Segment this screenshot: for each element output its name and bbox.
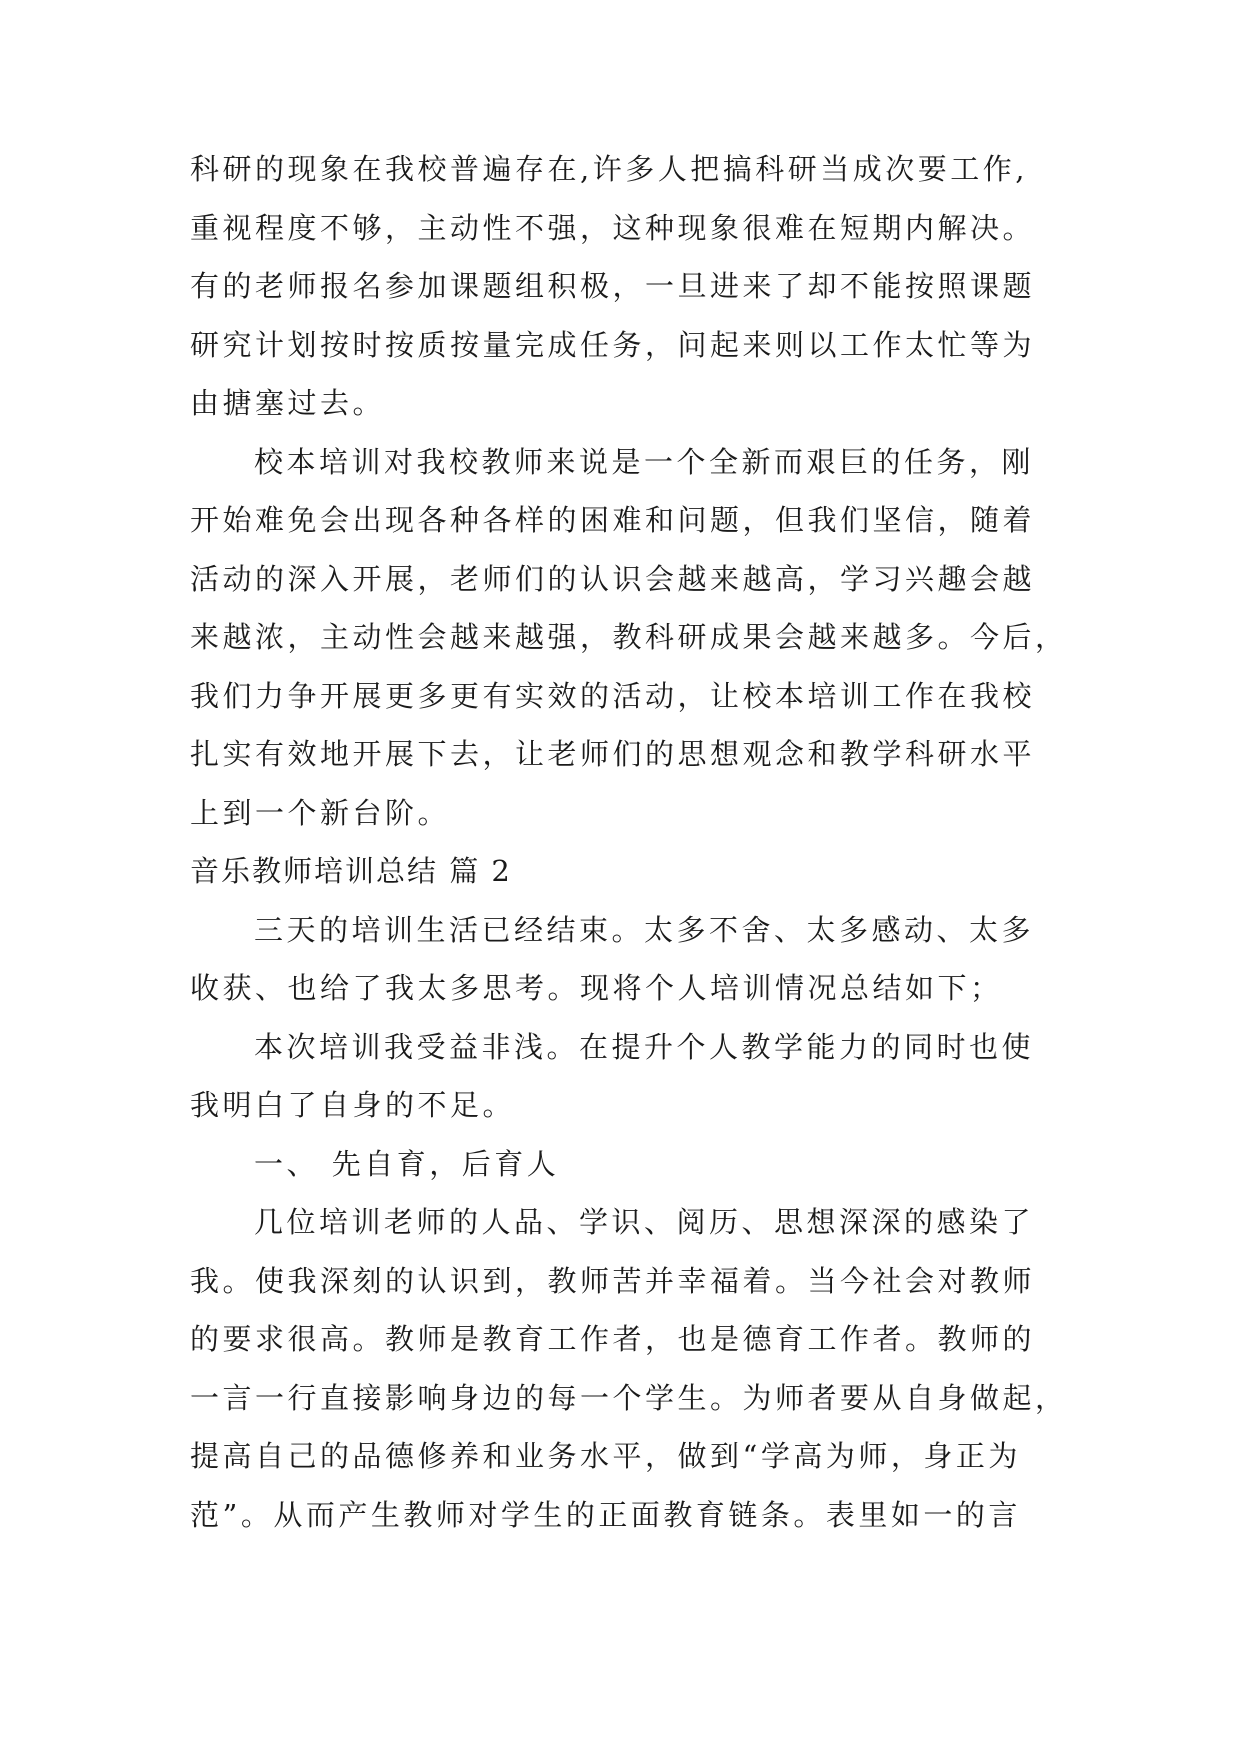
body-line: 扎实有效地开展下去，让老师们的思想观念和教学科研水平 [190,737,1036,771]
body-line: 重视程度不够，主动性不强，这种现象很难在短期内解决。 [190,210,1036,245]
paragraph-start-line: 几位培训老师的人品、学识、阅历、思想深深的感染了 [254,1205,1035,1239]
body-line: 有的老师报名参加课题组积极，一旦进来了却不能按照课题 [190,269,1036,303]
body-line: 上到一个新台阶。 [190,795,451,830]
body-line: 研究计划按时按质按量完成任务，问起来则以工作太忙等为 [190,327,1036,362]
section-heading: 音乐教师培训总结 篇 2 [190,854,512,888]
body-line: 收获、也给了我太多思考。现将个人培训情况总结如下； [190,971,1003,1005]
body-line: 的要求很高。教师是教育工作者，也是德育工作者。教师的 [190,1322,1036,1356]
body-line: 提高自己的品德修养和业务水平，做到“学高为师，身正为 [190,1439,1021,1473]
body-line: 开始难免会出现各种各样的困难和问题，但我们坚信，随着 [190,503,1036,537]
paragraph-start-line: 校本培训对我校教师来说是一个全新而艰巨的任务，刚 [254,444,1035,479]
body-line: 我们力争开展更多更有实效的活动，让校本培训工作在我校 [190,678,1036,713]
paragraph-start-line: 三天的培训生活已经结束。太多不舍、太多感动、太多 [254,912,1035,947]
body-line: 我。使我深刻的认识到，教师苦并幸福着。当今社会对教师 [190,1263,1036,1298]
body-line: 一言一行直接影响身边的每一个学生。为师者要从自身做起， [190,1380,1068,1415]
body-line: 科研的现象在我校普遍存在,许多人把搞科研当成次要工作, [190,152,1028,186]
paragraph-start-line: 本次培训我受益非浅。在提升个人教学能力的同时也使 [254,1029,1035,1064]
document-body [190,140,1090,1544]
body-line: 由搪塞过去。 [190,386,386,420]
body-line: 范”。从而产生教师对学生的正面教育链条。表里如一的言 [190,1497,1021,1532]
body-line: 我明白了自身的不足。 [190,1088,516,1122]
subsection-heading: 一、 先自育，后育人 [254,1146,560,1181]
body-line: 活动的深入开展，老师们的认识会越来越高，学习兴趣会越 [190,561,1036,596]
body-line: 来越浓，主动性会越来越强，教科研成果会越来越多。今后， [190,620,1068,654]
